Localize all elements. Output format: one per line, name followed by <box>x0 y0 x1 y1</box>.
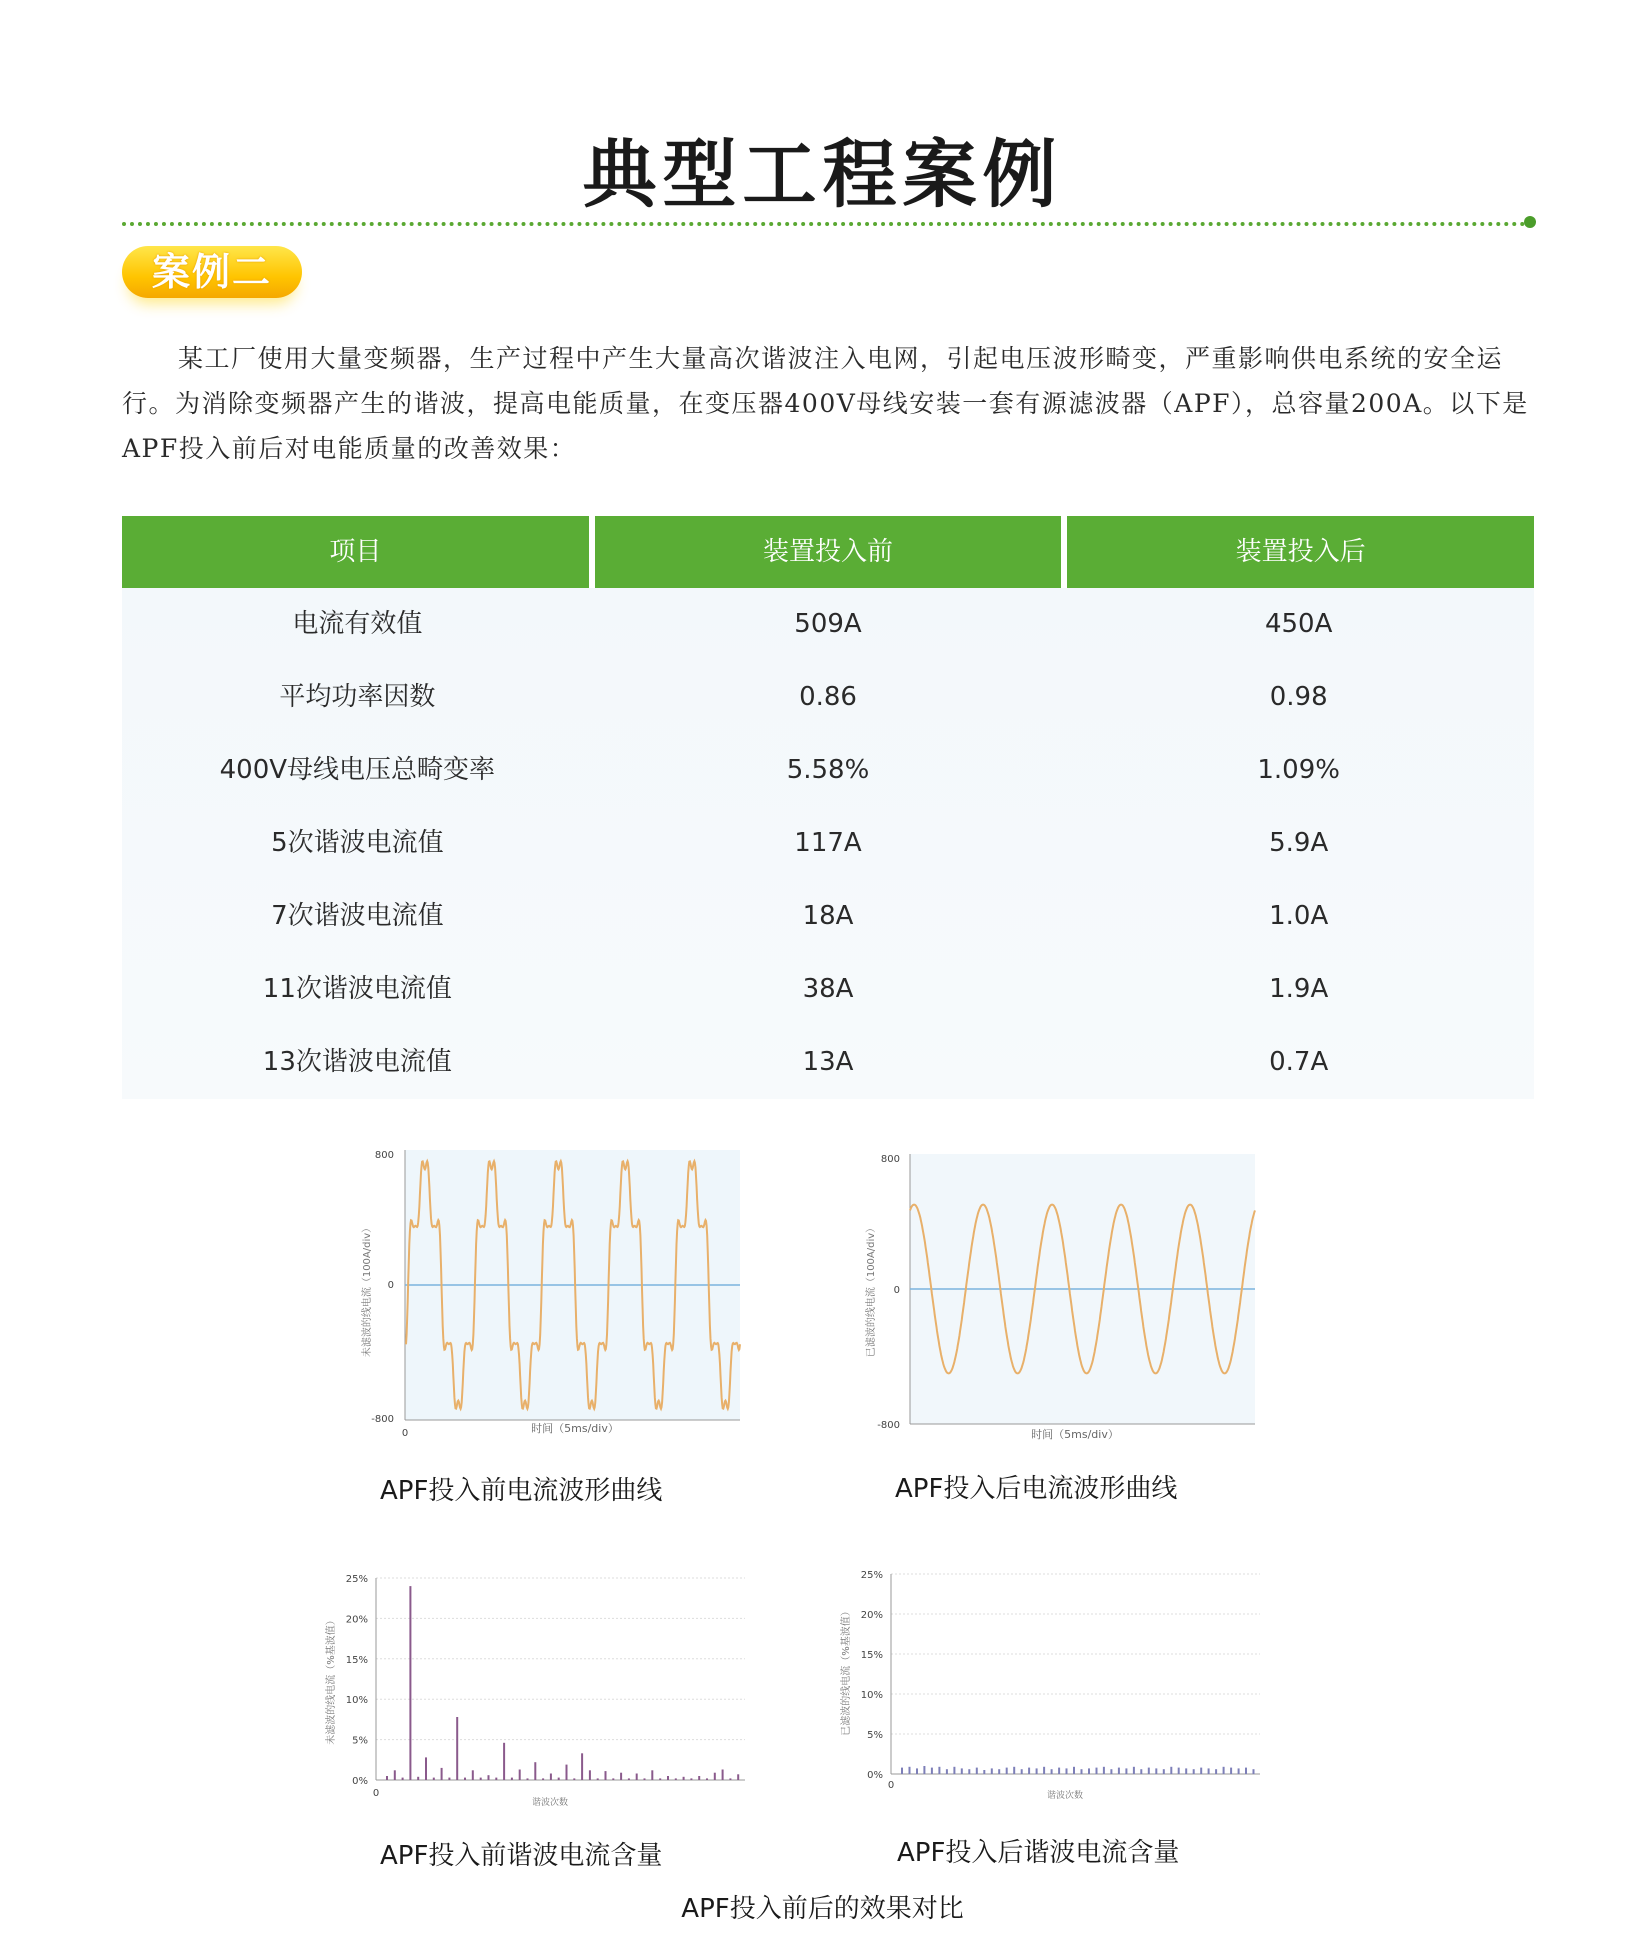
x-axis-label: 时间（5ms/div） <box>531 1422 619 1435</box>
harmonic-bar <box>1193 1769 1195 1774</box>
harmonic-bar <box>1118 1768 1120 1774</box>
x-origin-label: 0 <box>887 1780 895 1791</box>
cell-item: 7次谐波电流值 <box>271 901 444 931</box>
y-tick-label: 5% <box>352 1735 368 1747</box>
y-tick-label: 20% <box>345 1614 368 1626</box>
cell-before: 509A <box>794 609 862 639</box>
cell-before: 38A <box>802 974 854 1004</box>
cell-after: 0.98 <box>1269 682 1328 712</box>
harmonic-bar <box>495 1778 497 1780</box>
harmonic-bar <box>1051 1769 1053 1774</box>
harmonic-bar <box>589 1770 591 1780</box>
harmonic-bar <box>683 1777 685 1780</box>
harmonic-bar <box>620 1773 622 1780</box>
harmonic-bar <box>511 1778 513 1780</box>
harmonic-bar <box>472 1770 474 1780</box>
harm-after-caption: APF投入后谐波电流含量 <box>897 1838 1180 1868</box>
harmonic-bar <box>605 1771 607 1780</box>
harm-before-caption: APF投入前谐波电流含量 <box>380 1841 663 1871</box>
harmonic-bar <box>612 1778 614 1780</box>
waveform-before-chart <box>350 1140 745 1440</box>
y-tick-label: 10% <box>860 1690 883 1701</box>
harmonic-bar <box>931 1768 933 1774</box>
harmonic-bar <box>1238 1768 1240 1774</box>
cell-after: 1.0A <box>1269 901 1329 931</box>
harmonic-bar <box>690 1778 692 1780</box>
harmonic-bar <box>636 1774 638 1781</box>
y-axis-label: 已滤波的线电流（%基波值） <box>841 1606 852 1736</box>
harmonic-bar <box>1253 1769 1255 1774</box>
y-tick-label: 800 <box>374 1150 394 1161</box>
table-body <box>122 588 1534 1099</box>
harmonic-bar <box>667 1776 669 1780</box>
harmonic-bar <box>1185 1768 1187 1774</box>
harmonic-bar <box>1110 1769 1112 1774</box>
y-ticks <box>346 1574 745 1787</box>
harmonic-bar <box>558 1778 560 1780</box>
harmonic-bar <box>1081 1769 1083 1774</box>
x-axis-label: 谐波次数 <box>1046 1791 1084 1801</box>
harmonic-bar <box>425 1757 427 1780</box>
harmonic-bar <box>402 1778 404 1780</box>
harmonic-bar <box>527 1778 529 1780</box>
harmonic-bar <box>597 1778 599 1780</box>
harmonic-bar <box>706 1778 708 1780</box>
cell-before: 0.86 <box>799 682 857 712</box>
harmonic-bar <box>1096 1768 1098 1774</box>
table-header <box>122 516 1534 588</box>
harmonic-bar <box>386 1776 388 1780</box>
header-item: 项目 <box>122 516 589 588</box>
harmonic-bar <box>1178 1768 1180 1774</box>
harmonic-bar <box>534 1762 536 1780</box>
y-tick-label: 15% <box>860 1650 883 1661</box>
harmonic-bar <box>448 1778 450 1780</box>
cell-before: 18A <box>802 901 854 931</box>
harmonic-bar <box>441 1768 443 1780</box>
harmonic-bar <box>675 1778 677 1780</box>
comparison-table <box>122 516 1534 1099</box>
harmonic-bar <box>1013 1767 1015 1774</box>
y-tick-label: 15% <box>345 1654 368 1666</box>
harmonic-bar <box>1163 1769 1165 1774</box>
cell-after: 1.9A <box>1269 974 1329 1004</box>
harmonic-bar <box>394 1770 396 1780</box>
page-title: 典型工程案例 <box>582 132 1063 218</box>
harmonic-bar <box>480 1778 482 1780</box>
harmonic-bar <box>968 1769 970 1774</box>
x-axis-label: 时间（5ms/div） <box>1031 1428 1119 1440</box>
table-row <box>122 661 1534 734</box>
y-tick-label: 0% <box>352 1776 368 1787</box>
y-tick-label: 0 <box>387 1280 394 1291</box>
harmonic-bar <box>953 1767 955 1774</box>
harmonic-bar <box>628 1778 630 1780</box>
bars <box>901 1766 1255 1774</box>
harmonic-bar <box>1155 1768 1157 1774</box>
header-before: 装置投入前 <box>595 516 1062 588</box>
harmonic-bar <box>1021 1769 1023 1774</box>
cell-before: 13A <box>802 1047 854 1077</box>
harmonic-bar <box>542 1778 544 1780</box>
harmonic-bar <box>1125 1768 1127 1774</box>
y-tick-label: -800 <box>877 1420 900 1431</box>
harmonic-bar <box>1043 1767 1045 1774</box>
harmonic-bar <box>1200 1768 1202 1774</box>
harmonic-bar <box>698 1776 700 1780</box>
harmonic-bar <box>464 1778 466 1780</box>
harmonic-bar <box>1036 1768 1038 1774</box>
table-row <box>122 1026 1534 1099</box>
harmonic-bar <box>938 1767 940 1774</box>
y-tick-label: 10% <box>345 1695 368 1707</box>
harmonic-bar <box>923 1766 925 1774</box>
harmonic-bar <box>946 1769 948 1774</box>
cell-item: 平均功率因数 <box>279 682 436 712</box>
table-row <box>122 807 1534 880</box>
y-tick-label: -800 <box>371 1414 394 1425</box>
harmonic-bar <box>1103 1767 1105 1774</box>
x-origin-label: 0 <box>372 1788 380 1799</box>
table-row <box>122 880 1534 953</box>
y-tick-label: 0 <box>893 1285 900 1296</box>
harmonics-before-chart <box>320 1560 750 1810</box>
y-tick-label: 800 <box>880 1154 900 1165</box>
y-axis-label: 未滤波的线电流（%基波值） <box>326 1615 337 1745</box>
harmonic-bar <box>1133 1767 1135 1774</box>
harmonic-bar <box>417 1777 419 1780</box>
harmonic-bar <box>644 1778 646 1780</box>
bars <box>386 1586 739 1780</box>
wave-after-caption: APF投入后电流波形曲线 <box>895 1474 1178 1504</box>
harmonic-bar <box>409 1586 411 1780</box>
y-tick-label: 25% <box>860 1570 883 1581</box>
harmonic-bar <box>1245 1768 1247 1774</box>
cell-before: 5.58% <box>786 755 870 785</box>
harmonic-bar <box>488 1775 490 1780</box>
harmonic-bar <box>1028 1768 1030 1774</box>
harmonic-bar <box>1230 1768 1232 1774</box>
harmonic-bar <box>1073 1767 1075 1774</box>
cell-after: 5.9A <box>1269 828 1329 858</box>
harmonic-bar <box>566 1765 568 1780</box>
harmonic-bar <box>519 1770 521 1781</box>
harmonic-bar <box>503 1743 505 1780</box>
harmonic-bar <box>916 1768 918 1774</box>
divider-end-dot <box>1524 216 1536 228</box>
wave-before-caption: APF投入前电流波形曲线 <box>380 1476 663 1506</box>
cell-item: 400V母线电压总畸变率 <box>219 755 496 785</box>
harmonic-bar <box>1088 1768 1090 1774</box>
harmonic-bar <box>550 1774 552 1781</box>
harmonic-bar <box>1066 1768 1068 1774</box>
harmonic-bar <box>1170 1767 1172 1774</box>
harmonic-bar <box>998 1769 1000 1774</box>
cell-item: 5次谐波电流值 <box>271 828 444 858</box>
cell-item: 13次谐波电流值 <box>262 1047 452 1077</box>
harmonic-bar <box>659 1778 661 1780</box>
intro-paragraph: 某工厂使用大量变频器，生产过程中产生大量高次谐波注入电网，引起电压波形畸变，严重影响供电系统的安全运行。为消除变频器产生的谐波，提高电能质量，在变压器400V母线安装一套有源滤波器（APF），总容量200A。以下是APF投入前后对电能质量的改善效果： <box>122 344 1529 463</box>
harmonic-bar <box>1208 1768 1210 1774</box>
harmonic-bar <box>901 1768 903 1774</box>
harmonic-bar <box>573 1778 575 1780</box>
cell-after: 450A <box>1264 609 1333 639</box>
harmonic-bar <box>991 1768 993 1774</box>
cell-after: 1.09% <box>1257 755 1340 785</box>
y-tick-label: 0% <box>867 1770 883 1781</box>
harmonic-bar <box>976 1768 978 1774</box>
harmonic-bar <box>1148 1768 1150 1774</box>
harmonic-bar <box>1006 1768 1008 1774</box>
table-row <box>122 953 1534 1026</box>
harmonic-bar <box>737 1774 739 1780</box>
y-axis-label: 未滤波的线电流（100A/div） <box>362 1222 373 1358</box>
y-axis-label: 已滤波的线电流（100A/div） <box>866 1222 877 1358</box>
y-tick-label: 20% <box>860 1610 883 1621</box>
harmonic-bar <box>983 1770 985 1774</box>
cell-before: 117A <box>794 828 862 858</box>
x-origin-label: 0 <box>401 1428 409 1439</box>
harmonic-bar <box>433 1778 435 1780</box>
harmonic-bar <box>714 1773 716 1780</box>
harmonic-bar <box>651 1770 653 1780</box>
table-row <box>122 734 1534 807</box>
y-tick-label: 5% <box>867 1730 883 1741</box>
header-after: 装置投入后 <box>1067 516 1534 588</box>
y-ticks <box>861 1570 1260 1781</box>
y-tick-label: 25% <box>345 1574 368 1585</box>
title-divider <box>122 222 1526 226</box>
case-badge: 案例二 <box>122 246 302 298</box>
harmonic-bar <box>961 1768 963 1774</box>
harmonics-after-chart <box>835 1556 1265 1806</box>
harmonic-bar <box>722 1770 724 1781</box>
harmonic-bar <box>1223 1767 1225 1774</box>
cell-after: 0.7A <box>1269 1047 1329 1077</box>
harmonic-bar <box>729 1778 731 1780</box>
harmonic-bar <box>1058 1768 1060 1774</box>
harmonic-bar <box>581 1753 583 1780</box>
cell-item: 11次谐波电流值 <box>262 974 452 1004</box>
harmonic-bar <box>1215 1769 1217 1774</box>
x-axis-label: 谐波次数 <box>531 1798 569 1808</box>
harmonic-bar <box>456 1717 458 1780</box>
cell-item: 电流有效值 <box>292 609 423 639</box>
footer-caption: APF投入前后的效果对比 <box>681 1894 964 1924</box>
harmonic-bar <box>909 1767 911 1774</box>
harmonic-bar <box>1140 1769 1142 1774</box>
waveform-after-chart <box>860 1140 1260 1440</box>
table-row <box>122 588 1534 661</box>
